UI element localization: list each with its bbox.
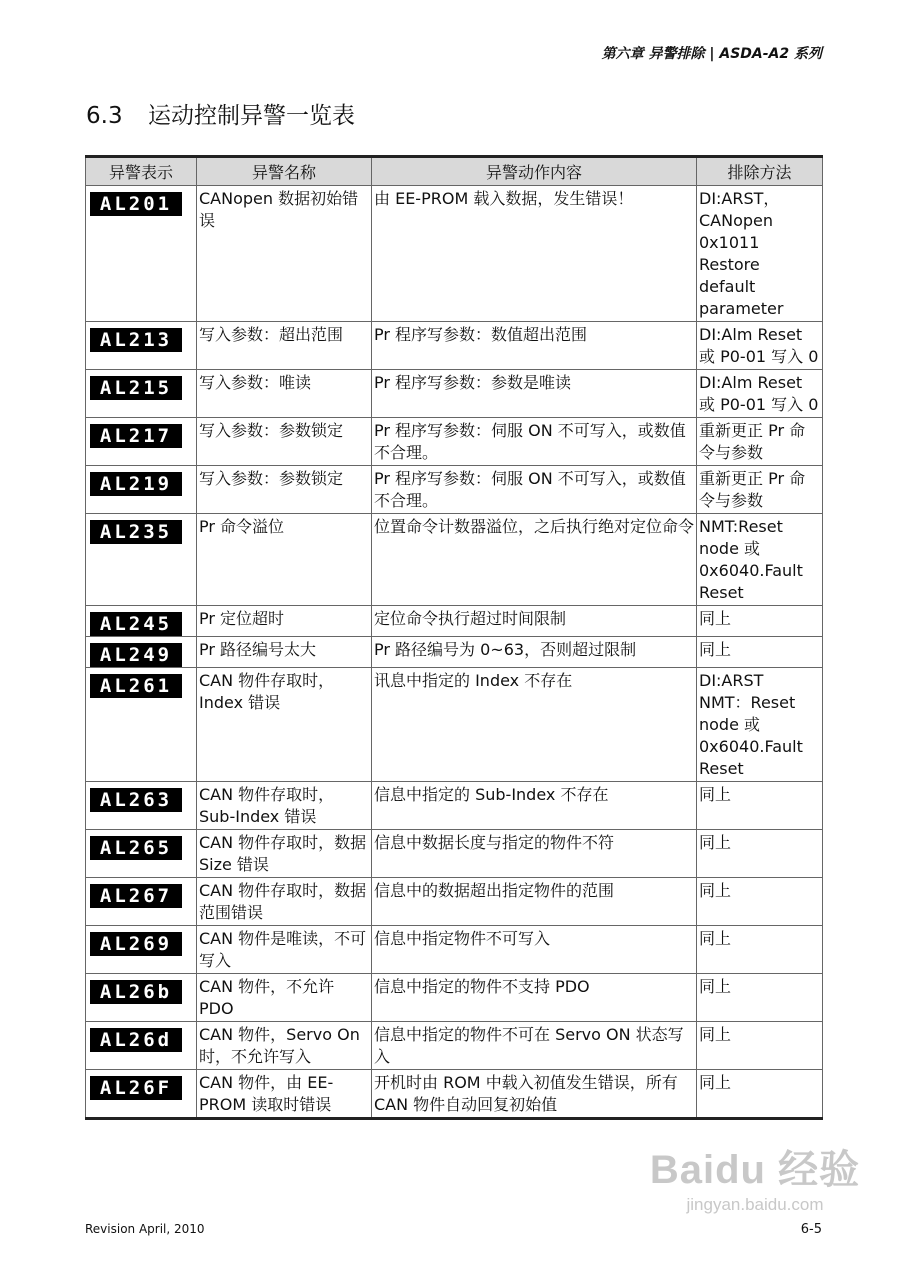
alarm-code-display: AL235 xyxy=(90,520,182,544)
alarm-action-cell: 信息中指定的物件不可在 Servo ON 状态写入 xyxy=(372,1022,697,1070)
alarm-name-cell: CAN 物件是唯读，不可写入 xyxy=(197,926,372,974)
alarm-action-cell: 信息中指定物件不可写入 xyxy=(372,926,697,974)
section-number: 6.3 xyxy=(86,103,123,129)
baidu-watermark xyxy=(640,1138,870,1215)
alarm-code-display: AL245 xyxy=(90,612,182,636)
table-row xyxy=(86,466,823,514)
running-header: 第六章 异警排除 | ASDA-A2 系列 xyxy=(601,46,822,62)
alarm-remedy-cell: DI:Alm Reset 或 P0-01 写入 0 xyxy=(697,370,823,418)
alarm-code-display: AL217 xyxy=(90,424,182,448)
alarm-remedy-cell: NMT:Reset node 或 0x6040.Fault Reset xyxy=(697,514,823,606)
watermark-url: jingyan.baidu.com xyxy=(686,1195,824,1214)
alarm-action-cell: 信息中指定的物件不支持 PDO xyxy=(372,974,697,1022)
section-title: 运动控制异警一览表 xyxy=(148,103,355,129)
alarm-action-cell: 开机时由 ROM 中载入初值发生错误，所有 CAN 物件自动回复初始值 xyxy=(372,1070,697,1119)
alarm-action-cell: Pr 程序写参数：数值超出范围 xyxy=(372,322,697,370)
table-row xyxy=(86,1070,823,1119)
alarm-name-cell: Pr 路径编号太大 xyxy=(197,637,372,668)
alarm-name-cell: CAN 物件存取时，数据 Size 错误 xyxy=(197,830,372,878)
table-row xyxy=(86,637,823,668)
alarm-action-cell: 信息中指定的 Sub-Index 不存在 xyxy=(372,782,697,830)
alarm-action-cell: 讯息中指定的 Index 不存在 xyxy=(372,668,697,782)
alarm-name-cell: CANopen 数据初始错误 xyxy=(197,186,372,322)
alarm-action-cell: Pr 路径编号为 0~63，否则超过限制 xyxy=(372,637,697,668)
alarm-remedy-cell: 重新更正 Pr 命令与参数 xyxy=(697,466,823,514)
alarm-remedy-cell: 同上 xyxy=(697,1070,823,1119)
alarm-remedy-cell: 同上 xyxy=(697,830,823,878)
alarm-remedy-cell: 重新更正 Pr 命令与参数 xyxy=(697,418,823,466)
alarm-name-cell: CAN 物件存取时，Index 错误 xyxy=(197,668,372,782)
alarm-code-display: AL249 xyxy=(90,643,182,667)
alarm-code-display: AL269 xyxy=(90,932,182,956)
alarm-remedy-cell: 同上 xyxy=(697,637,823,668)
table-row xyxy=(86,322,823,370)
table-header-row xyxy=(86,157,823,186)
table-row xyxy=(86,1022,823,1070)
alarm-code-display: AL201 xyxy=(90,192,182,216)
table-row xyxy=(86,370,823,418)
alarm-code-display: AL265 xyxy=(90,836,182,860)
alarm-name-cell: CAN 物件，不允许 PDO xyxy=(197,974,372,1022)
alarm-name-cell: CAN 物件存取时，数据范围错误 xyxy=(197,878,372,926)
table-row xyxy=(86,782,823,830)
alarm-action-cell: 定位命令执行超过时间限制 xyxy=(372,606,697,637)
alarm-remedy-cell: DI:ARST，CANopen 0x1011 Restore default parameter xyxy=(697,186,823,322)
table-row xyxy=(86,186,823,322)
alarm-table-body xyxy=(86,186,823,1119)
table-row xyxy=(86,418,823,466)
alarm-action-cell: Pr 程序写参数：伺服 ON 不可写入，或数值不合理。 xyxy=(372,418,697,466)
alarm-action-cell: 由 EE-PROM 载入数据，发生错误！ xyxy=(372,186,697,322)
alarm-name-cell: Pr 命令溢位 xyxy=(197,514,372,606)
table-row xyxy=(86,974,823,1022)
alarm-name-cell: 写入参数：参数锁定 xyxy=(197,466,372,514)
alarm-remedy-cell: 同上 xyxy=(697,926,823,974)
column-header-action: 异警动作内容 xyxy=(372,157,697,186)
alarm-remedy-cell: 同上 xyxy=(697,606,823,637)
alarm-remedy-cell: DI:Alm Reset 或 P0-01 写入 0 xyxy=(697,322,823,370)
column-header-name: 异警名称 xyxy=(197,157,372,186)
alarm-code-display: AL263 xyxy=(90,788,182,812)
column-header-display: 异警表示 xyxy=(86,157,197,186)
alarm-action-cell: Pr 程序写参数：参数是唯读 xyxy=(372,370,697,418)
page-number: 6-5 xyxy=(800,1222,822,1237)
table-row xyxy=(86,830,823,878)
alarm-remedy-cell: 同上 xyxy=(697,782,823,830)
alarm-remedy-cell: 同上 xyxy=(697,974,823,1022)
alarm-code-display: AL26F xyxy=(90,1076,182,1100)
table-row xyxy=(86,926,823,974)
table-row xyxy=(86,878,823,926)
alarm-name-cell: CAN 物件，由 EE-PROM 读取时错误 xyxy=(197,1070,372,1119)
alarm-action-cell: 信息中数据长度与指定的物件不符 xyxy=(372,830,697,878)
alarm-code-display: AL215 xyxy=(90,376,182,400)
alarm-code-display: AL219 xyxy=(90,472,182,496)
alarm-action-cell: Pr 程序写参数：伺服 ON 不可写入，或数值不合理。 xyxy=(372,466,697,514)
alarm-table xyxy=(85,155,823,1120)
table-row xyxy=(86,668,823,782)
alarm-remedy-cell: 同上 xyxy=(697,878,823,926)
alarm-action-cell: 位置命令计数器溢位，之后执行绝对定位命令 xyxy=(372,514,697,606)
alarm-name-cell: CAN 物件，Servo On 时，不允许写入 xyxy=(197,1022,372,1070)
alarm-name-cell: 写入参数：超出范围 xyxy=(197,322,372,370)
alarm-code-display: AL267 xyxy=(90,884,182,908)
alarm-code-display: AL261 xyxy=(90,674,182,698)
alarm-code-display: AL213 xyxy=(90,328,182,352)
alarm-name-cell: 写入参数：唯读 xyxy=(197,370,372,418)
watermark-brand: Baidu 经验 xyxy=(649,1148,861,1192)
alarm-name-cell: Pr 定位超时 xyxy=(197,606,372,637)
table-row xyxy=(86,514,823,606)
section-heading xyxy=(86,97,355,130)
alarm-action-cell: 信息中的数据超出指定物件的范围 xyxy=(372,878,697,926)
table-row xyxy=(86,606,823,637)
revision-note: Revision April, 2010 xyxy=(85,1222,205,1236)
alarm-code-display: AL26d xyxy=(90,1028,182,1052)
alarm-name-cell: CAN 物件存取时，Sub-Index 错误 xyxy=(197,782,372,830)
column-header-remedy: 排除方法 xyxy=(697,157,823,186)
alarm-remedy-cell: 同上 xyxy=(697,1022,823,1070)
alarm-remedy-cell: DI:ARST NMT：Reset node 或 0x6040.Fault Reset xyxy=(697,668,823,782)
alarm-name-cell: 写入参数：参数锁定 xyxy=(197,418,372,466)
alarm-code-display: AL26b xyxy=(90,980,182,1004)
